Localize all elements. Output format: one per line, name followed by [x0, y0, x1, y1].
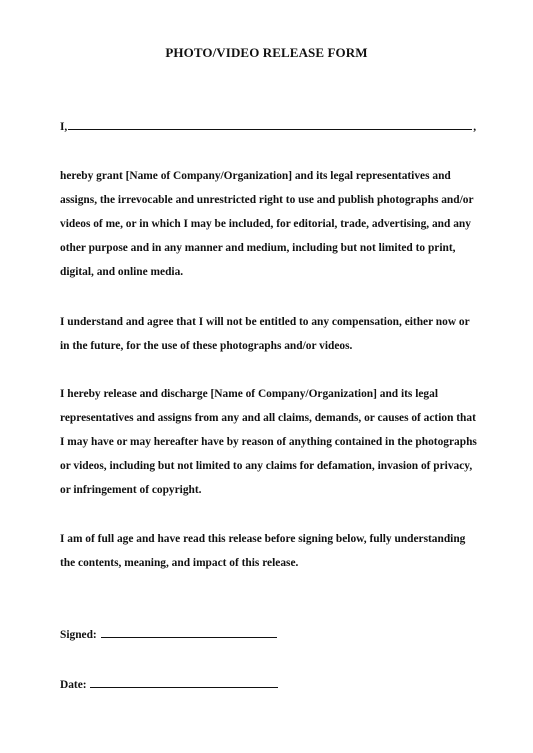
date-label: Date:: [60, 679, 87, 691]
signature-blank[interactable]: [101, 626, 277, 638]
intro-prefix: I,: [60, 121, 68, 133]
name-line: [60, 118, 476, 133]
name-blank[interactable]: [68, 118, 472, 130]
date-blank[interactable]: [90, 676, 278, 688]
signature-line: [60, 626, 278, 641]
full-age-paragraph: I am of full age and have read this release before signing below, fully understanding the contents, meaning, and impact of this release.: [60, 533, 466, 569]
grant-paragraph: hereby grant [Name of Company/Organization] and its legal representatives and assigns, the irrevocable and unrestricted right to use and publish photographs and/or videos of me, or in which I may be included, for editorial, trade, advertising, and any other purpose and in any manner and medium, including but not limited to print, digital, and online media.: [60, 170, 474, 278]
signed-label: Signed:: [60, 629, 97, 641]
compensation-paragraph: I understand and agree that I will not be entitled to any compensation, either now or in the future, for the use of these photographs and/or videos.: [60, 316, 470, 352]
form-title: PHOTO/VIDEO RELEASE FORM: [165, 45, 368, 60]
date-line: [60, 676, 279, 691]
intro-suffix: ,: [473, 121, 477, 133]
release-paragraph: I hereby release and discharge [Name of Company/Organization] and its legal representatives and assigns from any and all claims, demands, or causes of action that I may have or may hereafter have by reason of anything contained in the photographs or videos, including but not limited to any claims for defamation, invasion of privacy, or infringement of copyright.: [60, 388, 477, 496]
